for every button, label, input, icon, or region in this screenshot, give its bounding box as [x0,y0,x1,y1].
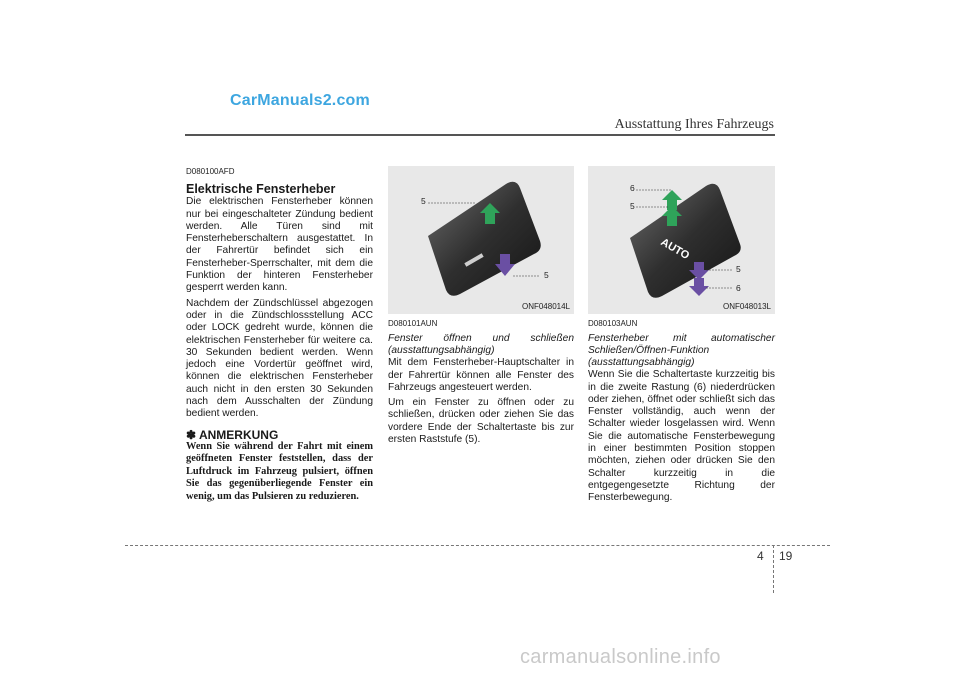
section-code: D080103AUN [588,319,638,328]
watermark-logo-text[interactable]: CarManuals2.com [230,92,370,109]
window-switch-illustration [388,166,574,314]
chapter-number: 4 [757,549,764,563]
figure-label: ONF048013L [722,302,771,311]
section-subtitle: Fenster öffnen und schließen (ausstattungsabhängig) [388,333,574,357]
callout-label: 5 [736,264,741,274]
arrow-down-icon [689,278,709,296]
switch-body [428,182,541,296]
callout-label: 5 [630,201,635,211]
paragraph: Mit dem Fensterheber-Hauptschalter in der Fahrertür können alle Fenster des Fahrzeugs angesteuert werden. [388,357,574,393]
column-2 [388,318,574,449]
paragraph: Wenn Sie die Schaltertaste kurzzeitig bis in die zweite Rastung (6) niederdrücken oder ziehen, öffnet oder schließt sich das Fenster vollständig, auch wenn der Schalter wieder losgelassen wird. Wenn Sie die automatische Fensterbewegung in einer bestimmten Position stoppen möchten, ziehen oder drücken Sie den Schalter kurzzeitig in die entgegengesetzte Richtung der Fensterbewegung. [588,369,775,504]
figure-window-switch [388,166,574,314]
section-code: D080100AFD [186,167,235,176]
callout-label: 6 [736,283,741,293]
column-1 [186,166,373,503]
switch-body [630,184,741,298]
note-body: Wenn Sie während der Fahrt mit einem geöffneten Fenster feststellen, dass der Luftdruck im Fahrzeug pulsiert, öffnen Sie das gegenüberliegende Fenster ein wenig, um das Pulsieren zu reduzieren. [186,440,373,502]
section-code: D080101AUN [388,319,438,328]
callout-label: 6 [630,183,635,193]
header-divider [185,134,775,136]
note-heading: ✽ ANMERKUNG [186,427,279,442]
paragraph: Die elektrischen Fensterheber können nur bei eingeschalteter Zündung bedient werden. Alle Türen sind mit Fensterheberschaltern ausgestattet. In der Fahrertür befindet sich ein Fensterheber-Sperrschalter, mit dem die Funktion der hinteren Fensterheber gesperrt werden kann. [186,196,373,294]
footer-divider [125,545,830,546]
column-3 [588,318,775,508]
section-title: Elektrische Fensterheber [186,182,336,197]
paragraph: Nachdem der Zündschlüssel abgezogen oder in die Zündschlossstellung ACC oder LOCK gedreht wurde, können die elektrischen Fensterheber für weitere ca. 30 Sekunden bedient werden. Wenn jedoch eine Vordertür geöffnet wird, können die elektrischen Fensterheber auch nicht in den ersten 30 Sekunden nach dem Ausschalten der Zündung bedient werden. [186,297,373,420]
watermark-footer-text[interactable]: carmanualsonline.info [520,646,721,668]
callout-label: 5 [421,196,426,206]
paragraph: Um ein Fenster zu öffnen oder zu schließen, drücken oder ziehen Sie das vordere Ende der Schaltertaste bis zur ersten Raststufe (5). [388,397,574,446]
section-header-title: Ausstattung Ihres Fahrzeugs [614,117,774,132]
footer-vertical-divider [773,545,774,593]
figure-label: ONF048014L [521,302,570,311]
auto-switch-label: AUTO [658,236,692,263]
figure-auto-window-switch [588,166,775,314]
auto-window-switch-illustration [588,166,775,314]
callout-label: 5 [544,270,549,280]
page-number: 19 [779,549,793,563]
section-subtitle: Fensterheber mit automatischer Schließen/Öffnen-Funktion (ausstattungsabhängig) [588,333,775,369]
